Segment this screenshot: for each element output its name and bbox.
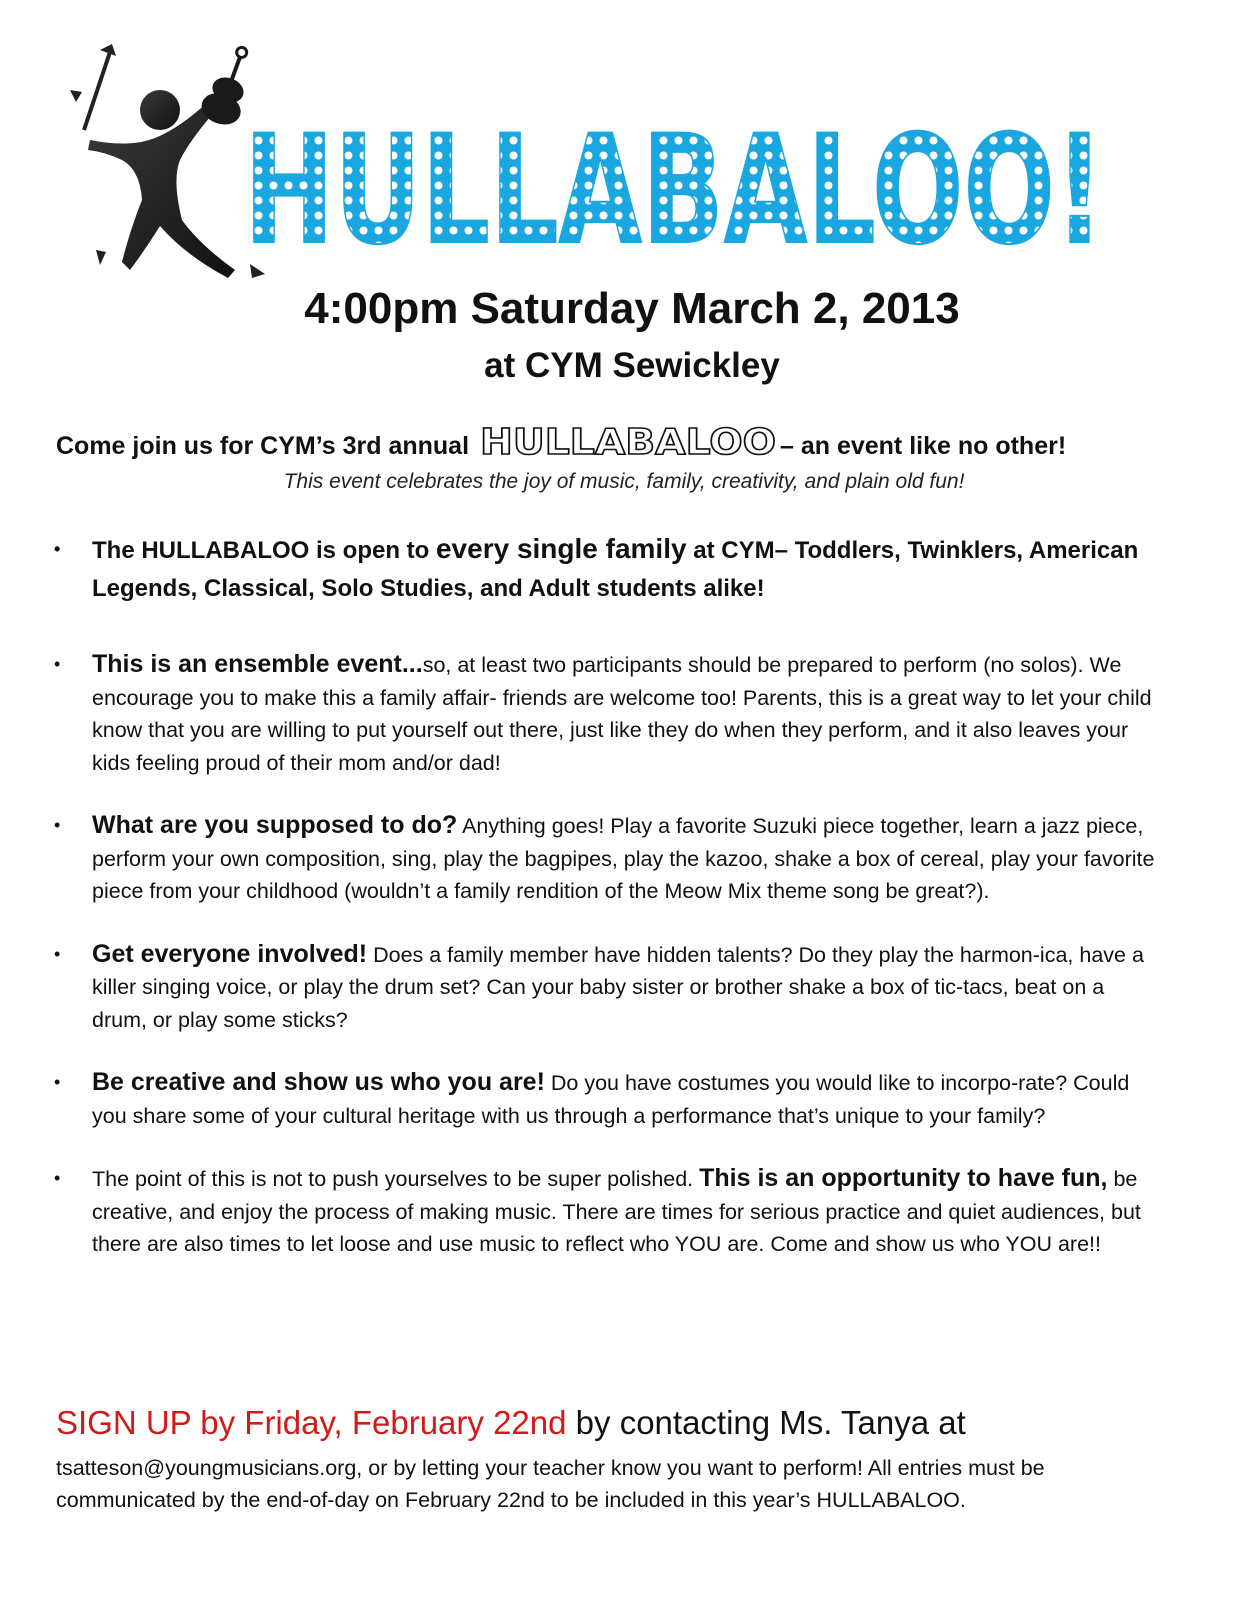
info-list xyxy=(52,530,1162,1261)
mini-hullabaloo-text: HULLABALOO xyxy=(479,422,776,458)
tagline: This event celebrates the joy of music, family, creativity, and plain old fun! xyxy=(283,470,965,493)
item-heading: What are you supposed to do? xyxy=(92,811,458,839)
bullet-icon: • xyxy=(54,654,61,674)
signup-details: tsatteson@youngmusicians.org, or by letting your teacher know you want to perform! All entries must be communicated by the end-of-day on February 22nd to be included in this year’s HULLABALOO. xyxy=(56,1456,1045,1512)
item-heading: Be creative and show us who you are! xyxy=(92,1068,545,1096)
list-item xyxy=(52,1066,1162,1132)
bullet-icon: • xyxy=(54,1072,61,1092)
mini-hullabaloo-logo xyxy=(478,422,778,458)
bullet-icon: • xyxy=(54,1168,61,1188)
intro-before: Come join us for CYM’s 3rd annual xyxy=(56,432,476,460)
list-item xyxy=(52,938,1162,1037)
item-emphasis: every single family xyxy=(435,533,687,564)
list-item xyxy=(52,648,1162,779)
item-heading: This is an ensemble event... xyxy=(92,650,423,678)
item-text: Do you have costumes you would like to incorpo-rate? Could you share some of your cultural heritage with us through a performance that’s unique to your family? xyxy=(92,1071,1130,1128)
bullet-icon: • xyxy=(54,943,61,964)
list-item xyxy=(52,530,1162,608)
banner-title: HULLABALOO! xyxy=(244,118,1104,258)
item-text: Anything goes! Play a favorite Suzuki piece together, learn a jazz piece, perform your own composition, sing, play the bagpipes, play the kazoo, shake a box of cereal, play your favorite piece from your childhood (wouldn’t a family rendition of the Meow Mix theme song be great?). xyxy=(92,814,1155,903)
intro-after: – an event like no other! xyxy=(779,432,1067,460)
list-item xyxy=(52,809,1162,908)
item-text: at CYM– Toddlers, Twinklers, American Legends, Classical, Solo Studies, and Adult students alike! xyxy=(92,537,1139,602)
item-text: The HULLABALOO is open to xyxy=(92,537,436,564)
signup-deadline: SIGN UP by Friday, February 22nd xyxy=(56,1404,567,1441)
intro-line xyxy=(56,422,1186,461)
item-heading: Get everyone involved! xyxy=(92,939,368,968)
bullet-icon: • xyxy=(54,815,61,835)
item-text: The point of this is not to push yourselves to be super polished. xyxy=(92,1167,700,1191)
signup-line xyxy=(56,1404,1206,1442)
list-item xyxy=(52,1162,1162,1261)
signup-contact: by contacting Ms. Tanya at xyxy=(566,1404,966,1441)
item-text: be creative, and enjoy the process of making music. There are times for serious practice and quiet audiences, but there are also times to let loose and use music to reflect who YOU are. Come and show us who YOU are!! xyxy=(92,1167,1141,1256)
item-text: so, at least two participants should be prepared to perform (no solos). We encourage you to make this a family affair- friends are welcome too! Parents, this is a great way to let your child know that you are willing to put yourself out there, just like they do when they perform, and it also leaves your kids feeling proud of their mom and/or dad! xyxy=(92,653,1152,775)
bullet-icon: • xyxy=(54,539,61,559)
event-location: at CYM Sewickley xyxy=(484,346,780,385)
event-date: 4:00pm Saturday March 2, 2013 xyxy=(304,284,960,333)
hullabaloo-banner xyxy=(236,118,1112,258)
item-heading: This is an opportunity to have fun, xyxy=(699,1164,1108,1192)
item-text: Does a family member have hidden talents? Do they play the harmon-ica, have a killer singing voice, or play the drum set? Can your baby sister or brother shake a box of tic-tacs, beat on a drum, or play some sticks? xyxy=(92,942,1144,1032)
